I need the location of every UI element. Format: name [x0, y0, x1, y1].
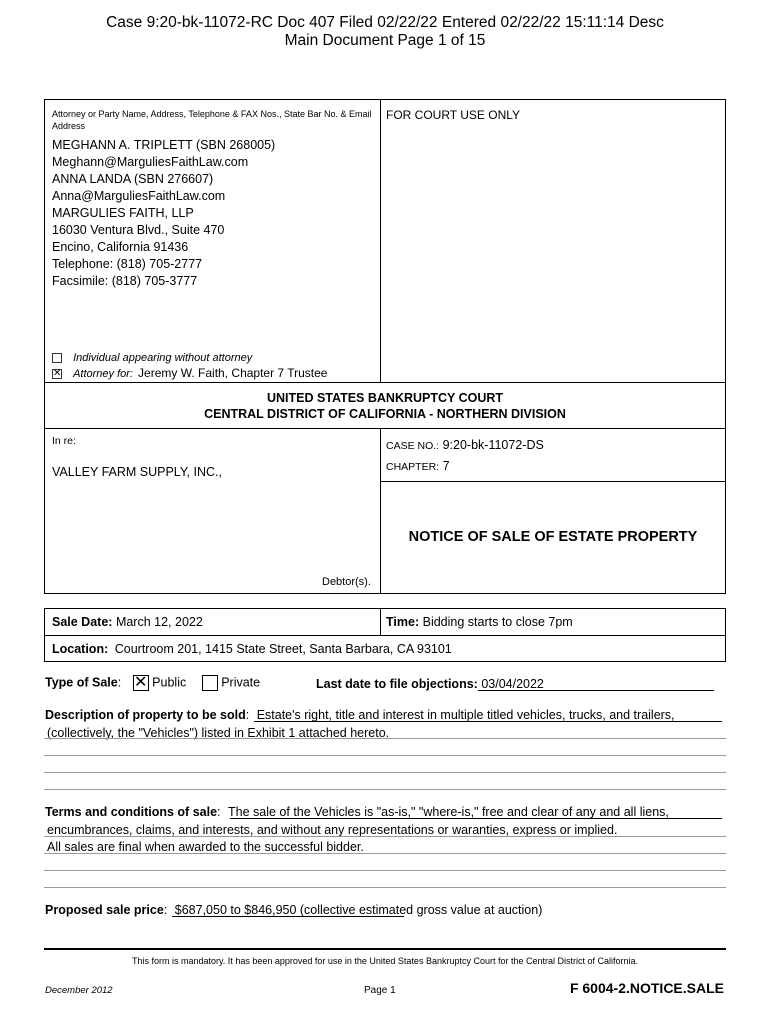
footer-form-id: F 6004-2.NOTICE.SALE: [569, 980, 724, 996]
attorney-label: Attorney or Party Name, Address, Telephone & FAX Nos., State Bar No. & Email Address: [52, 109, 372, 131]
court-name: UNITED STATES BANKRUPTCY COURT: [266, 391, 504, 405]
objection-date: 03/04/2022: [481, 677, 544, 691]
court-use-label: FOR COURT USE ONLY: [386, 108, 521, 122]
sale-location: [52, 642, 452, 656]
sale-time-value: Bidding starts to close 7pm: [422, 615, 573, 629]
objection-label: Last date to file objections:: [316, 677, 478, 691]
sale-date: [52, 615, 203, 629]
public-label: Public: [152, 675, 187, 690]
case-number: [386, 438, 544, 452]
description-line1: Estate's right, title and interest in multiple titled vehicles, trucks, and trailers,: [256, 708, 675, 722]
attorney-line: 16030 Ventura Blvd., Suite 470: [52, 223, 225, 237]
option-self: [52, 352, 252, 364]
self-checkbox[interactable]: [52, 353, 62, 363]
terms-line3: All sales are final when awarded to the successful bidder.: [47, 840, 364, 854]
terms-row: Terms and conditions of sale: The sale of the Vehicles is "as-is," "where-is," free and clear of any and all liens,: [45, 805, 669, 819]
attorney-line: Anna@MarguliesFaithLaw.com: [52, 189, 226, 203]
public-checkbox[interactable]: ✕: [133, 674, 148, 691]
document-title: NOTICE OF SALE OF ESTATE PROPERTY: [408, 529, 698, 545]
price-value: $687,050 to $846,950 (collective estimated gross value at auction): [174, 903, 543, 917]
case-header-line2: Main Document Page 1 of 15: [284, 32, 486, 49]
debtor-name: VALLEY FARM SUPPLY, INC.,: [52, 465, 222, 479]
attorney-info: [52, 137, 275, 290]
footer-rule: [44, 948, 726, 950]
terms-label: Terms and conditions of sale: [45, 805, 218, 819]
case-no-value: 9:20-bk-11072-DS: [442, 438, 544, 452]
private-checkbox[interactable]: [202, 675, 218, 691]
option-attorney: [52, 366, 327, 380]
price-label: Proposed sale price: [45, 903, 164, 917]
debtor-label: Debtor(s).: [322, 576, 371, 588]
type-of-sale: Type of Sale: ✕ Public Private: [45, 674, 261, 691]
chapter-label: CHAPTER:: [386, 461, 440, 473]
attorney-line: ANNA LANDA (SBN 276607): [52, 172, 214, 186]
court-district: CENTRAL DISTRICT OF CALIFORNIA - NORTHERN DIVISION: [204, 407, 566, 421]
sale-date-label: Sale Date:: [52, 615, 113, 629]
court-title: [44, 390, 726, 422]
attorney-for-value: Jeremy W. Faith, Chapter 7 Trustee: [138, 366, 328, 380]
attorney-for-label: Attorney for:: [73, 368, 133, 380]
description-label: Description of property to be sold: [45, 708, 246, 722]
footer-date: December 2012: [45, 985, 113, 996]
terms-line1: The sale of the Vehicles is "as-is," "where-is," free and clear of any and all liens,: [228, 805, 669, 819]
type-of-sale-label: Type of Sale: [45, 675, 118, 690]
location-label: Location:: [52, 642, 109, 656]
private-label: Private: [221, 675, 261, 690]
attorney-line: Telephone: (818) 705-2777: [52, 257, 203, 271]
case-no-label: CASE NO.:: [386, 440, 440, 452]
attorney-line: Meghann@MarguliesFaithLaw.com: [52, 155, 249, 169]
self-label: Individual appearing without attorney: [73, 352, 253, 364]
sale-time-label: Time:: [386, 615, 420, 629]
description-line2: (collectively, the "Vehicles") listed in Exhibit 1 attached hereto.: [47, 726, 390, 740]
attorney-line: Encino, California 91436: [52, 240, 189, 254]
footer-notice: This form is mandatory. It has been approved for use in the United States Bankruptcy Court for the Central District of California.: [131, 956, 639, 966]
sale-date-value: March 12, 2022: [115, 615, 203, 629]
attorney-line: MEGHANN A. TRIPLETT (SBN 268005): [52, 138, 276, 152]
attorney-checkbox[interactable]: ✕: [53, 368, 62, 380]
chapter-value: 7: [442, 459, 450, 473]
footer-page: Page 1: [364, 985, 396, 996]
price-row: Proposed sale price: $687,050 to $846,950 (collective estimated gross value at auction): [45, 903, 543, 917]
sale-time: [386, 615, 573, 629]
terms-line2: encumbrances, claims, and interests, and without any representations or waranties, express or implied.: [47, 823, 618, 837]
description-row: Description of property to be sold: Estate's right, title and interest in multiple titled vehicles, trucks, and trailers,: [45, 708, 675, 722]
objection-deadline: [316, 677, 544, 691]
attorney-line: Facsimile: (818) 705-3777: [52, 274, 198, 288]
attorney-line: MARGULIES FAITH, LLP: [52, 206, 194, 220]
chapter: [386, 459, 450, 473]
case-header-line1: Case 9:20-bk-11072-RC Doc 407 Filed 02/22/22 Entered 02/22/22 15:11:14 Desc: [106, 14, 664, 31]
in-re-label: In re:: [52, 435, 76, 447]
location-value: Courtroom 201, 1415 State Street, Santa Barbara, CA 93101: [114, 642, 452, 656]
